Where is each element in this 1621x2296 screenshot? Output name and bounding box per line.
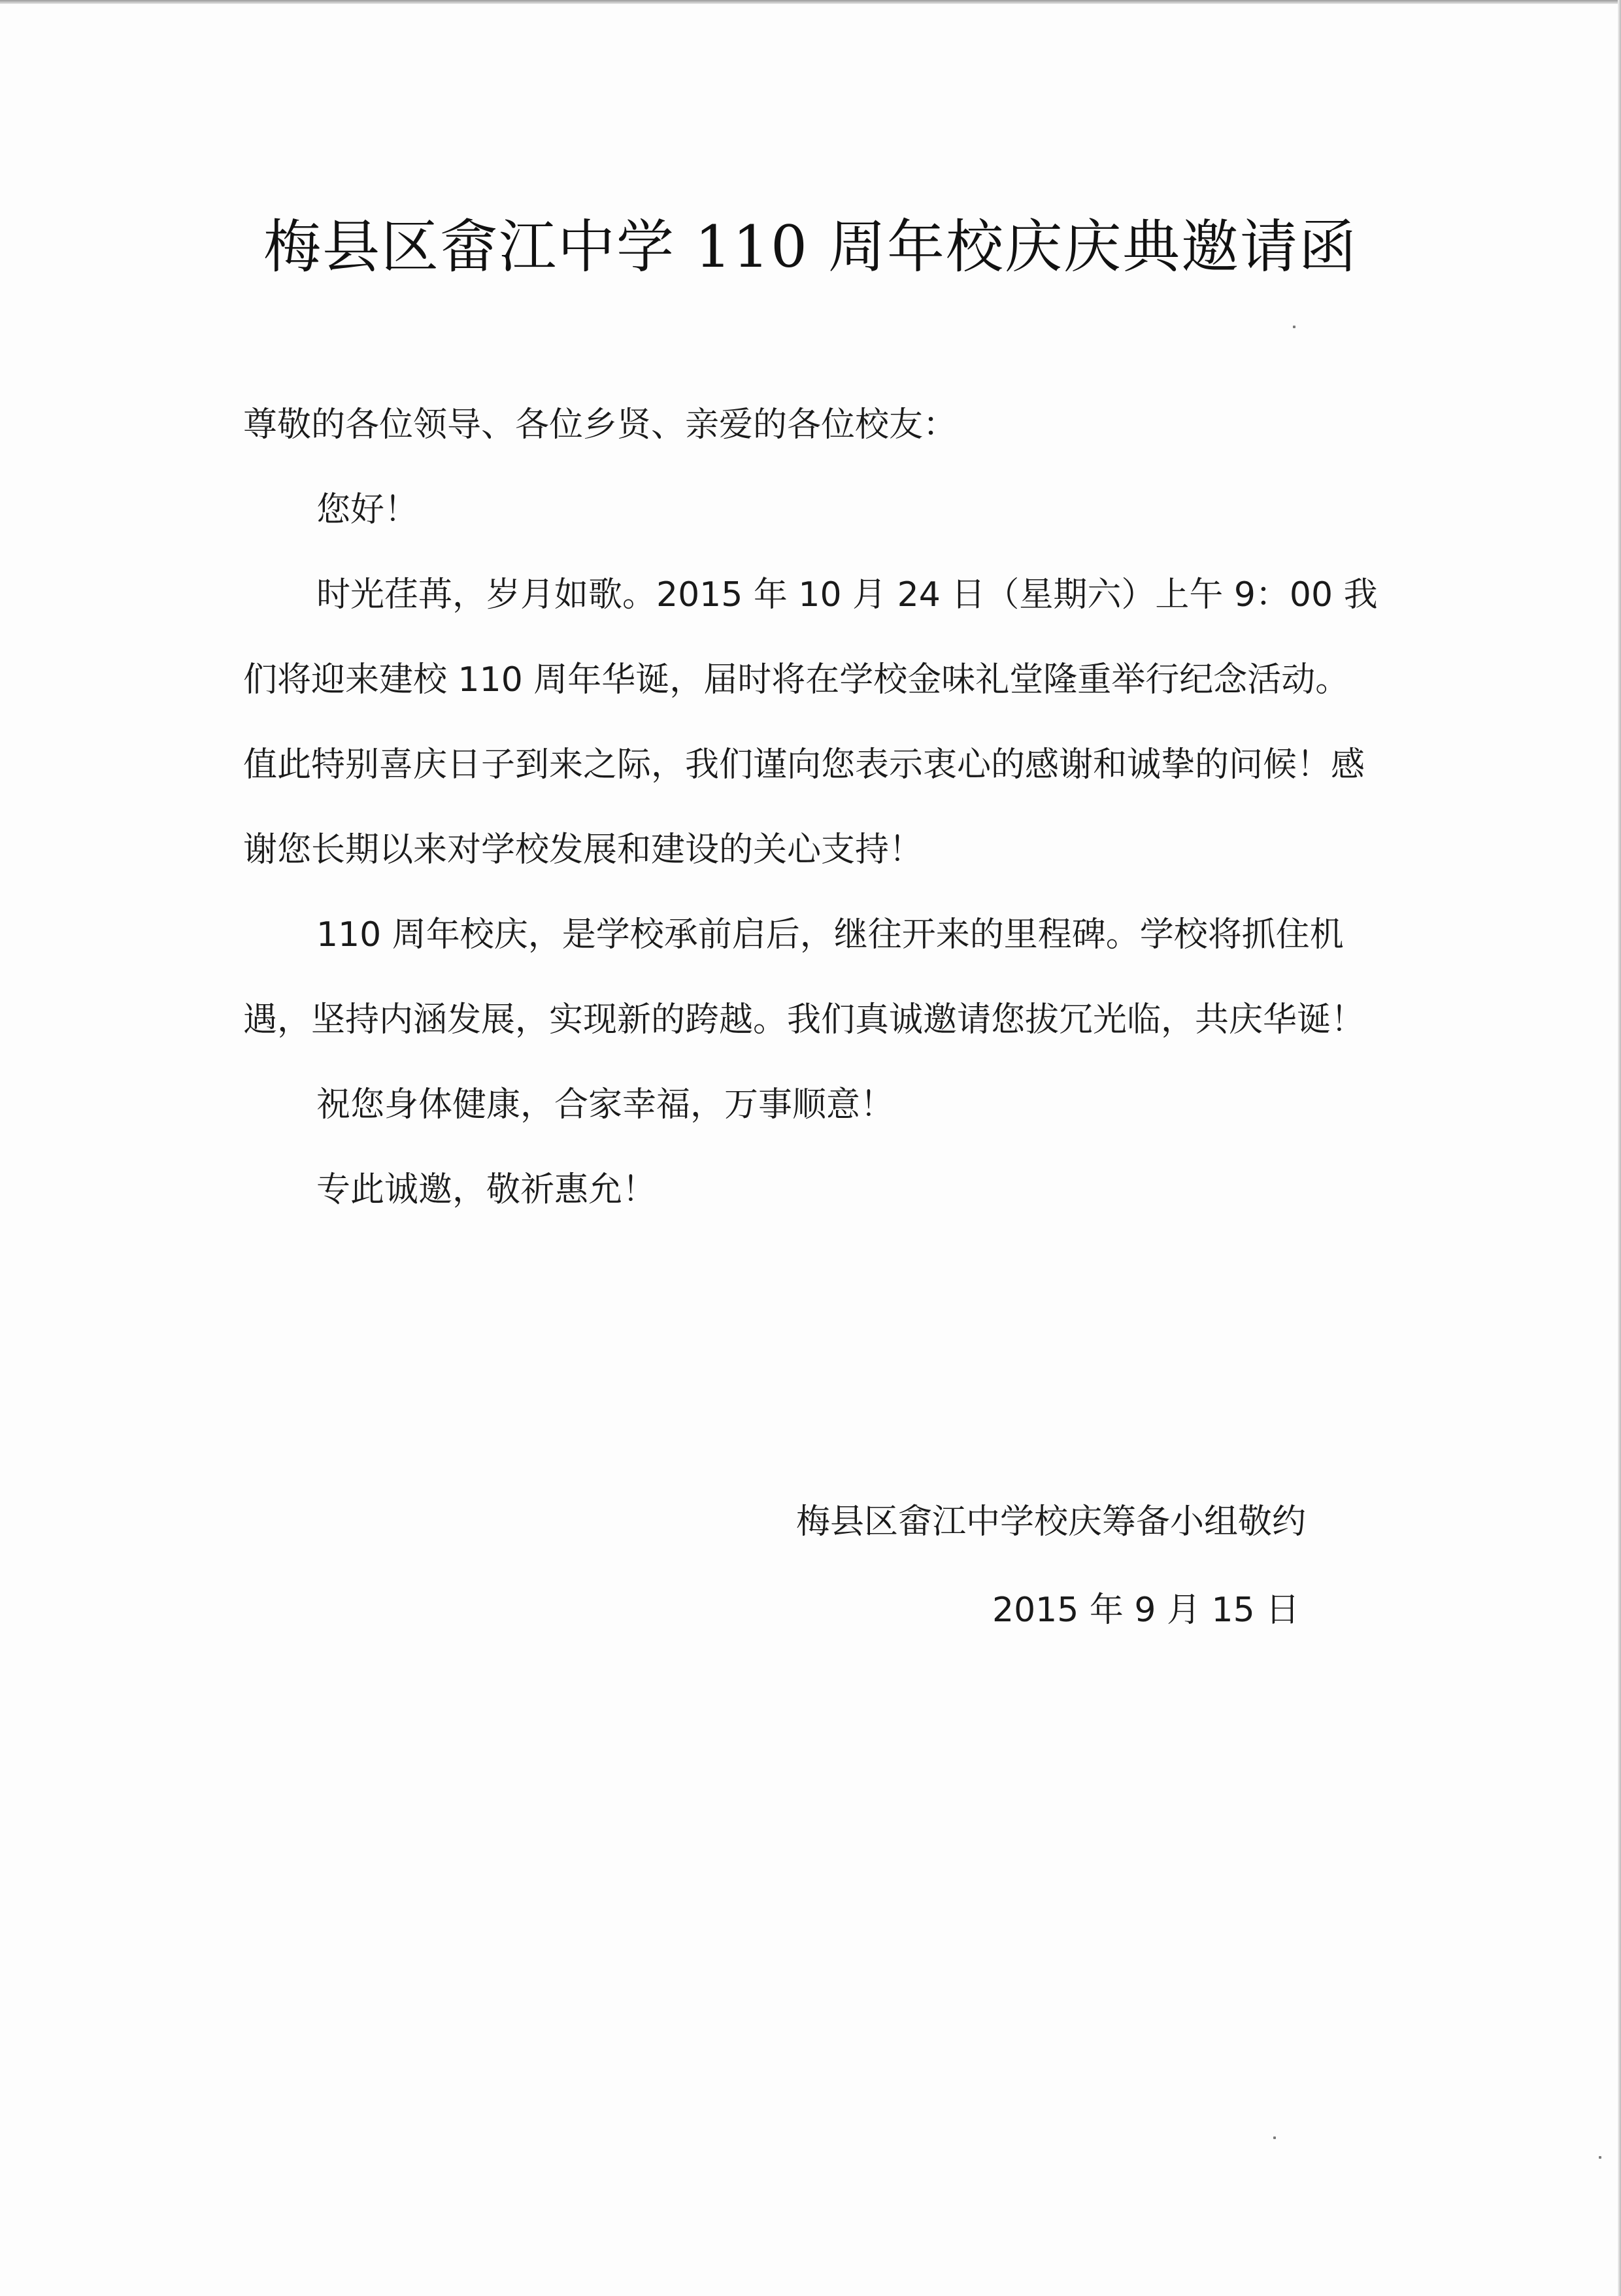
closing: 专此诚邀，敬祈惠允！ — [316, 1170, 657, 1209]
scan-speck — [1293, 326, 1295, 328]
document-title: 梅县区畲江中学 110 周年校庆庆典邀请函 — [263, 213, 1358, 280]
letter-body — [243, 382, 1380, 1232]
salutation: 尊敬的各位领导、各位乡贤、亲爱的各位校友： — [243, 405, 958, 445]
scan-speck — [1599, 2156, 1601, 2159]
greeting: 您好！ — [316, 490, 419, 530]
scan-edge-right — [1618, 0, 1621, 2296]
paragraph-1: 时光荏苒，岁月如歌。2015 年 10 月 24 日（星期六）上午 9：00 我们将迎来建校 110 周年华诞，届时将在学校金味礼堂隆重举行纪念活动。值此特别喜庆日子到来之际，我们谨向您表示衷心的感谢和诚挚的问候！感谢您长期以来对学校发展和建设的关心支持！ — [243, 575, 1378, 869]
scan-speck — [1273, 2136, 1276, 2139]
paragraph-2: 110 周年校庆，是学校承前启后，继往开来的里程碑。学校将抓住机遇，坚持内涵发展，实现新的跨越。我们真诚邀请您拔冗光临，共庆华诞！ — [243, 915, 1365, 1039]
wish: 祝您身体健康，合家幸福，万事顺意！ — [316, 1085, 895, 1124]
scan-edge-top — [0, 0, 1621, 4]
signature: 梅县区畲江中学校庆筹备小组敬约 — [796, 1502, 1307, 1542]
signature-date: 2015 年 9 月 15 日 — [992, 1591, 1300, 1630]
